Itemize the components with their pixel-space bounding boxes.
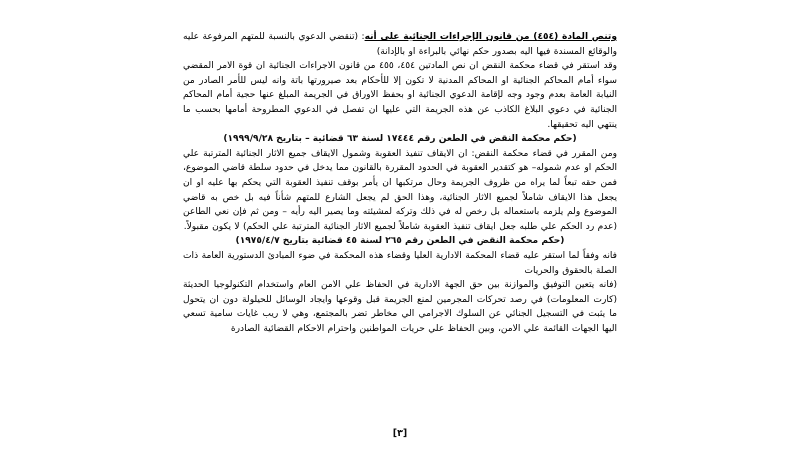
- ruling-one-body: ومن المقرر في قضاء محكمة النقض: ان الايقاف تنفيذ العقوبة وشمول الايقاف جميع الاثار الجنائية المترتبة علي الحكم او عدم شموله– هو كتقدير العقوبة في الحدود المقررة بالقانون مما يدخل في حدود سلطة قاضي الموضوع، فمن حقه تبعاً لما يراه من ظروف الجريمة وحال مرتكبها ان يأمر بوقف تنفيذ العقوبة التي يحكم بها عليه او ان يجعل هذا الايقاف شاملاً لجميع الاثار الجنائية، وهذا الحق لم يجعل الشارع للمتهم شأناً فيه بل خص به قاضي الموضوع ولم يلزمه باستعماله بل رخص له في ذلك وتركه لمشيئته وما يصير اليه رأيه – ومن ثم فإن نعي الطاعن (عدم رد الحكم علي طلبه جعل ايقاف تنفيذ العقوبة شاملاً لجميع الاثار الجنائية المترتبة علي الحكم) لا يكون مقبولاً.: [183, 148, 617, 232]
- paragraph-ruling-two-body: [183, 249, 617, 278]
- ruling-two-body-two: (فانه يتعين التوفيق والموازنة بين حق الجهة الادارية في الحفاظ علي الامن العام واستخدام التكنولوجيا الحديثة (كارت المعلومات) في رصد تحركات المجرمين لمنع الجريمة قبل وقوعها وايجاد الوسائل للحيلولة دون ان يتحول ما يثبت في التسجيل الجنائي عن السلوك الاجرامي الي مخاطر تضر بالمجتمع، وهي لا ريب غايات سامية تسعي اليها الجهات القائمة علي الامن، وبين الحفاظ علي حريات المواطنين واحترام الاحكام القضائية الصادرة: [183, 280, 617, 334]
- paragraph-article-454: [183, 30, 617, 59]
- article-454-body-rest: وقد استقر في قضاء محكمة النقض ان نص المادتين ٤٥٤، ٤٥٥ من قانون الاجراءات الجنائية ان قوة الامر المقضي سواء أمام المحاكم الجنائية او المحاكم المدنية لا تكون إلا للأحكام بعد صيرورتها باتة وانه ليس للأمر الصادر من النيابة العامة بعدم وجود وجه لإقامة الدعوي الجنائية او بحفظ الاوراق في الجريمة المبلغ عنها حجية أمام المحاكم الجنائية في دعوي البلاغ الكاذب عن هذه الجريمة التي عليها ان تفصل في الدعوي المطروحة أمامها بحسب ما ينتهي اليه تحقيقها.: [183, 61, 617, 130]
- paragraph-article-454-continued: [183, 59, 617, 132]
- ruling-one-citation: (حكم محكمة النقض في الطعن رقم ١٧٤٤٤ لسنة ٦٣ قضائية – بتاريخ ١٩٩٩/٩/٢٨): [223, 134, 577, 145]
- paragraph-ruling-two-body-two: [183, 278, 617, 336]
- ruling-two-citation: (حكم محكمة النقض في الطعن رقم ٢٦٥ لسنة ٤٥ قضائية بتاريخ ١٩٧٥/٤/٧): [235, 236, 565, 247]
- ruling-two-body: فانه وفقاً لما استقر عليه قضاء المحكمة الادارية العليا وقضاء هذه المحكمة في ضوء المبادئ الدستورية العامة ذات الصلة بالحقوق والحريات: [183, 250, 617, 276]
- paragraph-ruling-one-body: [183, 147, 617, 235]
- article-454-heading: وتنص المادة (٤٥٤) من قانون الإجراءات الجنائية على أنه: [364, 32, 617, 42]
- page-number: [٣]: [392, 428, 408, 439]
- article-454-body-opening: : (تنقضي الدعوي بالنسبة للمتهم المرفوعة عليه والوقائع المسندة فيها اليه بصدور حكم نهائي بالبراءة او بالإدانة): [183, 32, 617, 57]
- text-column: [183, 30, 617, 336]
